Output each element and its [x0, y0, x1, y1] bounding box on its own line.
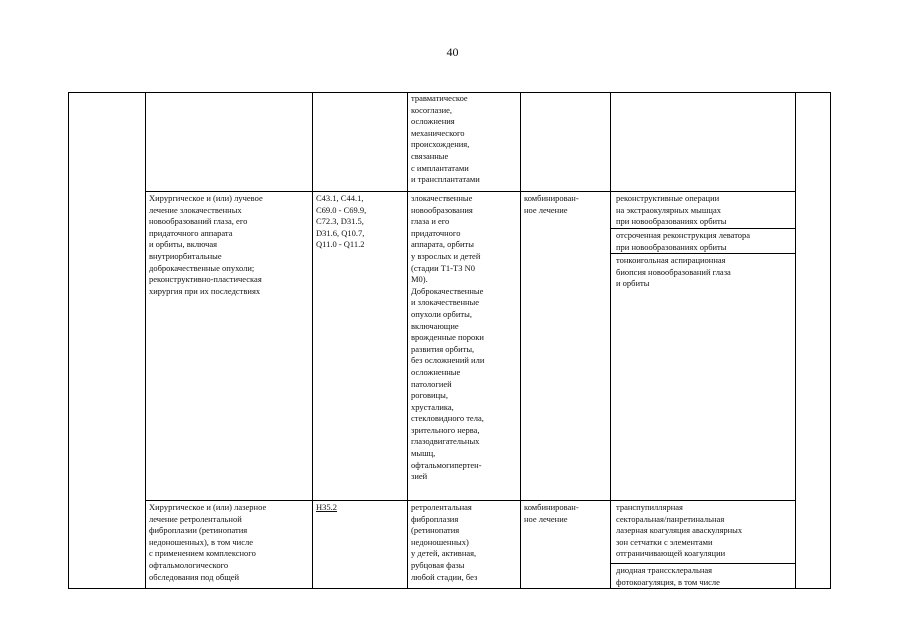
treatment-description: Хирургическое и (или) лучевое лечение злокачественных новообразований глаза, его придаточного аппарата и орбиты, включая внутриорбитальные доброкачественные опухоли; реконструктивно-пластическая хирургия при их последствиях: [149, 193, 263, 296]
method-divider: [610, 563, 795, 564]
treatment-method: отсроченная реконструкция леватора при новообразованиях орбиты: [616, 230, 751, 252]
icd-codes: C43.1, C44.1, C69.0 - C69.9, C72.3, D31.5, D31.6, Q10.7, Q11.0 - Q11.2: [316, 193, 367, 250]
treatment-method: транспупиллярная секторальная/панретинальная лазерная коагуляция аваскулярных зон сетчатки с элементами отграничивающей коагуляции: [616, 502, 743, 559]
column-divider: [407, 93, 408, 588]
column-divider: [610, 93, 611, 588]
treatment-type: комбинирован- ное лечение: [524, 502, 579, 524]
row-divider: [145, 500, 795, 501]
column-divider: [312, 93, 313, 588]
medical-care-table: [68, 92, 831, 589]
treatment-method: тонкоигольная аспирационная биопсия новообразований глаза и орбиты: [616, 255, 731, 289]
treatment-description: Хирургическое и (или) лазерное лечение ретролентальной фиброплазии (ретинопатия недоношенных), в том числе с применением комплексного офтальмологического обследования под общей: [149, 502, 267, 582]
treatment-type: комбинирован- ное лечение: [524, 193, 579, 215]
treatment-method: диодная транссклеральная фотокоагуляция, в том числе: [616, 565, 720, 587]
disease-model-continuation: травматическое косоглазие, осложнения механического происхождения, связанные с имплантатами и трансплантатами: [411, 93, 480, 185]
icd-code-link[interactable]: H35.2: [316, 502, 338, 512]
column-divider: [520, 93, 521, 588]
page-number: 40: [446, 45, 459, 59]
row-divider: [145, 191, 795, 192]
column-divider: [145, 93, 146, 588]
disease-model: злокачественные новообразования глаза и его придаточного аппарата, орбиты у взрослых и детей (стадии T1-T3 N0 M0). Доброкачественные и злокачественные опухоли орбиты, включающие врожденные пороки развития орбиты, без осложнений или осложненные патологией роговицы, хрусталика, стекловидного тела, зрительного нерва, глазодвигательных мышц, офтальмогипертен- зией: [411, 193, 485, 482]
column-divider: [795, 93, 796, 588]
disease-model: ретролентальная фиброплазия (ретинопатия недоношенных) у детей, активная, рубцовая фазы любой стадии, без: [411, 502, 478, 582]
method-divider: [610, 228, 795, 229]
treatment-method: реконструктивные операции на экстраокулярных мышцах при новообразованиях орбиты: [616, 193, 727, 227]
